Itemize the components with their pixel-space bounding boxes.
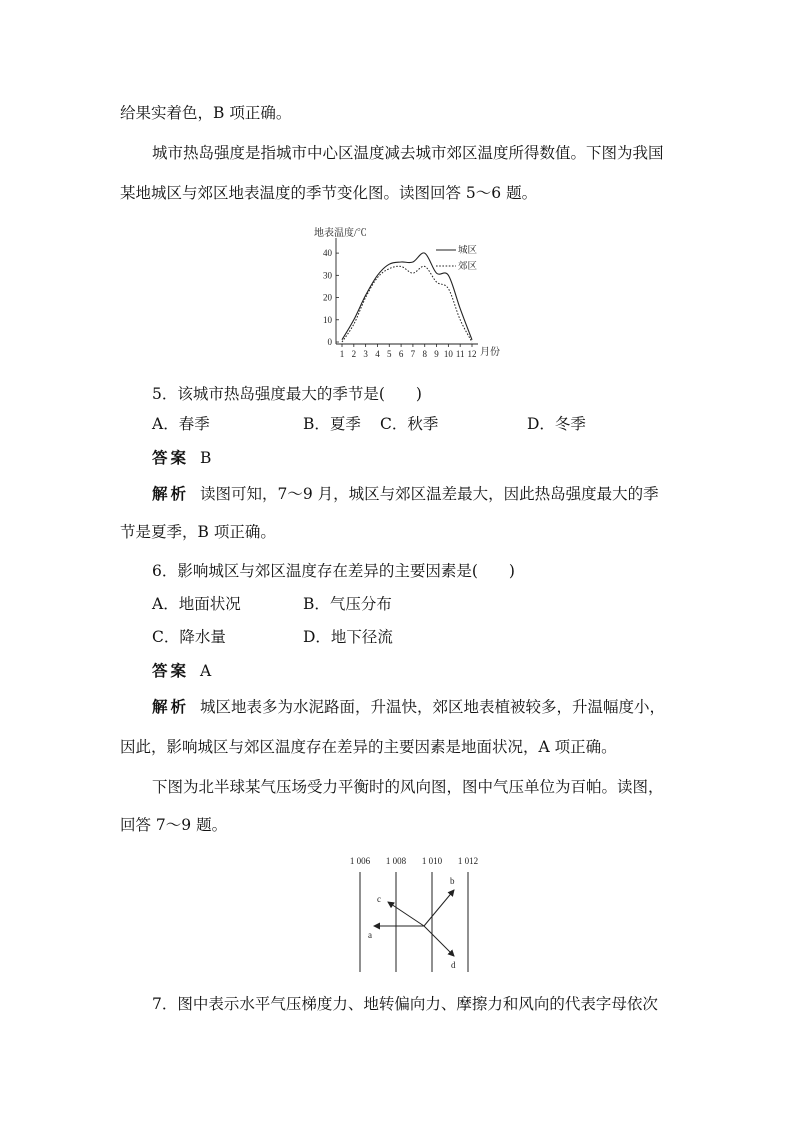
x-tick-label: 12 [467, 349, 477, 359]
vector-c-label: c [377, 894, 381, 904]
q5-analysis-line2: 节是夏季，B 项正确。 [120, 523, 276, 541]
x-tick-label: 6 [398, 349, 404, 359]
q6-analysis-line2: 因此，影响城区与郊区温度存在差异的主要因素是地面状况，A 项正确。 [120, 738, 617, 756]
vector-d-label: d [451, 960, 456, 970]
x-tick-label: 11 [455, 349, 465, 359]
q6-option-b: B．气压分布 [303, 595, 392, 613]
y-tick-label: 0 [327, 337, 332, 347]
q6-stem: 6．影响城区与郊区温度存在差异的主要因素是( ) [152, 562, 515, 580]
q6-analysis-label: 解析 [152, 698, 190, 716]
q5-answer: B [200, 449, 212, 467]
q6-option-a: A．地面状况 [152, 595, 241, 613]
q6-option-d: D．地下径流 [303, 628, 393, 646]
y-tick-label: 20 [323, 292, 332, 303]
q6-analysis-line1: 城区地表多为水泥路面，升温快，郊区地表植被较多，升温幅度小， [200, 698, 666, 716]
x-tick-label: 10 [443, 349, 453, 359]
vector-a-label: a [368, 930, 372, 940]
x-tick-label: 2 [351, 349, 357, 359]
intro-paragraph-line2: 某地城区与郊区地表温度的季节变化图。读图回答 5～6 题。 [120, 184, 538, 202]
q5-option-b: B．夏季 [303, 415, 361, 433]
x-tick-label: 5 [387, 349, 392, 359]
y-tick-label: 40 [323, 248, 332, 259]
y-tick-label: 30 [323, 270, 332, 281]
q5-option-d: D．冬季 [527, 415, 586, 433]
q7-stem: 7．图中表示水平气压梯度力、地转偏向力、摩擦力和风向的代表字母依次 [152, 995, 658, 1013]
q5-option-c: C．秋季 [380, 415, 439, 433]
isobar-label-1010: 1 010 [421, 856, 443, 866]
x-tick-label: 3 [363, 349, 368, 359]
q5-analysis-label: 解析 [152, 485, 190, 503]
intro2-line2: 回答 7～9 题。 [120, 816, 228, 834]
q6-option-c: C．降水量 [152, 628, 226, 646]
x-tick-label: 4 [375, 349, 380, 359]
chart-xlabel: 月份 [480, 347, 500, 358]
x-tick-label: 1 [339, 349, 345, 359]
q6-answer-label: 答案 [152, 662, 190, 680]
wind-pressure-diagram [340, 852, 490, 978]
vector-d-arrow [424, 926, 454, 956]
intro-paragraph-line1: 城市热岛强度是指城市中心区温度减去城市郊区温度所得数值。下图为我国 [152, 144, 664, 162]
x-tick-label: 8 [422, 349, 427, 359]
isobar-label-1008: 1 008 [385, 856, 407, 866]
isobar-label-1006: 1 006 [349, 856, 371, 866]
legend-suburb-label: 郊区 [458, 262, 478, 272]
vector-b-label: b [450, 876, 455, 886]
q6-answer: A [200, 662, 212, 680]
vector-b-arrow [424, 890, 454, 926]
x-tick-label: 7 [410, 349, 416, 359]
q5-option-a: A．春季 [152, 415, 210, 433]
vector-c-arrow [388, 902, 424, 926]
q5-stem: 5．该城市热岛强度最大的季节是( ) [152, 385, 422, 403]
temperature-chart [310, 222, 510, 368]
y-tick-label: 10 [323, 314, 332, 325]
legend-city-label: 城区 [458, 246, 478, 256]
intro2-line1: 下图为北半球某气压场受力平衡时的风向图，图中气压单位为百帕。读图， [152, 778, 664, 796]
q5-analysis-line1: 读图可知，7～9 月，城区与郊区温差最大，因此热岛强度最大的季 [200, 485, 659, 503]
isobar-label-1012: 1 012 [457, 856, 479, 866]
paragraph-prev-end: 给果实着色，B 项正确。 [120, 104, 292, 122]
x-tick-label: 9 [434, 349, 439, 359]
chart-ylabel: 地表温度/℃ [314, 228, 367, 239]
q5-answer-label: 答案 [152, 449, 190, 467]
